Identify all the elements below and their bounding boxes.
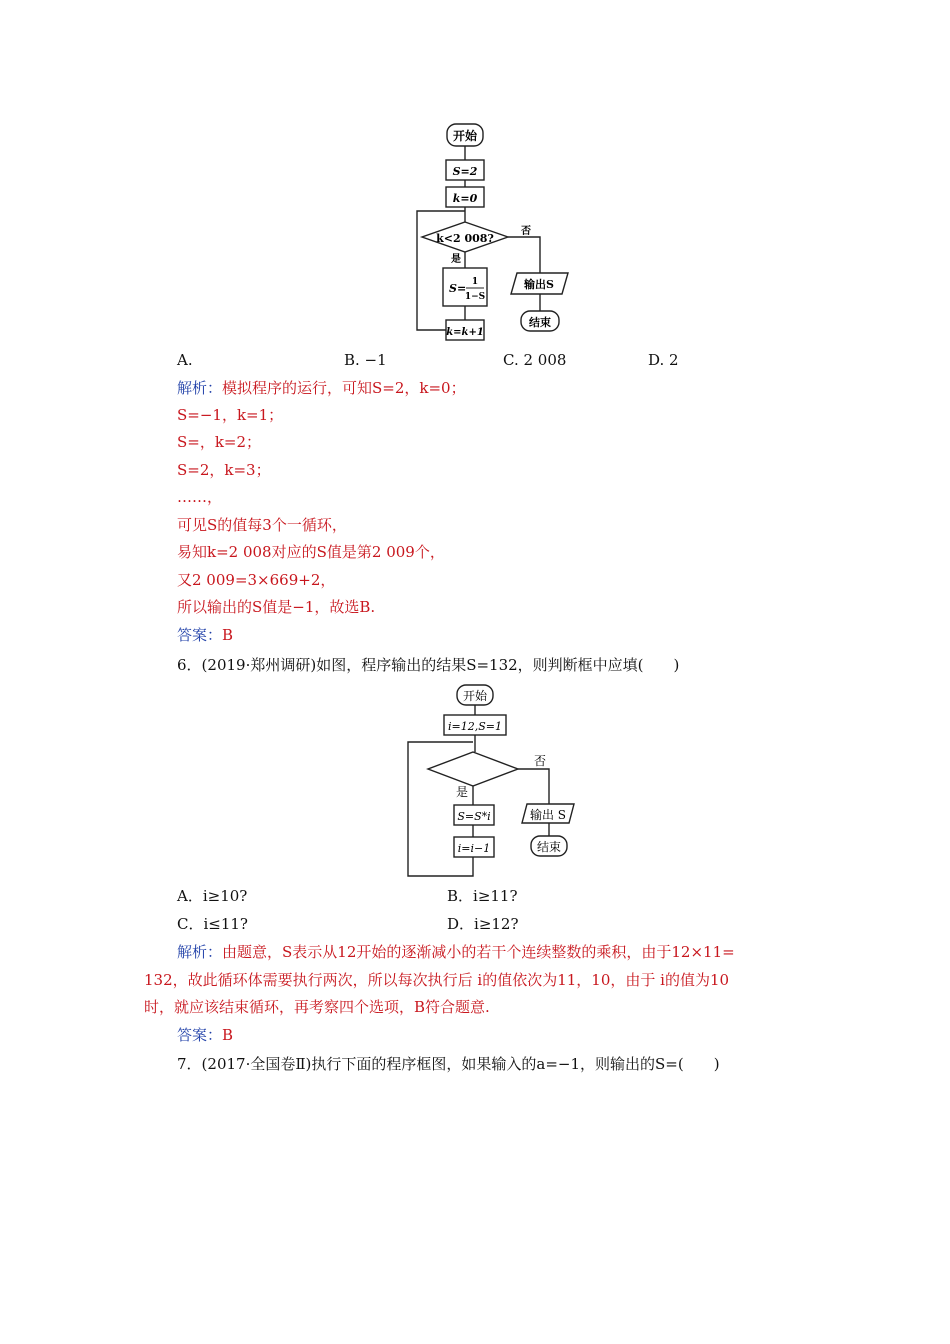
start-node <box>447 124 483 146</box>
svg-text:输出S: 输出S <box>524 278 554 291</box>
init-node <box>444 715 506 735</box>
analysis-line: 模拟程序的运行，可知S=2，k=0； <box>222 379 466 397</box>
svg-text:S=2: S=2 <box>452 165 478 178</box>
answer-label: 答案： <box>177 626 223 644</box>
option-c: C. 2 008 <box>503 351 567 369</box>
svg-text:输出 S: 输出 S <box>529 808 567 822</box>
output-node <box>522 804 574 823</box>
analysis-line: 由题意，S表示从12开始的逐渐减小的若干个连续整数的乘积，由于12×11= <box>222 943 735 961</box>
svg-text:开始: 开始 <box>462 689 488 703</box>
svg-text:i=12,S=1: i=12,S=1 <box>448 720 502 733</box>
svg-text:k<2 008?: k<2 008? <box>436 232 494 245</box>
svg-text:S=S*i: S=S*i <box>457 810 491 823</box>
analysis-line: ……， <box>177 488 223 506</box>
svg-text:1: 1 <box>471 277 479 287</box>
option-d: D. 2 <box>648 351 679 369</box>
question-6-stem: 6．(2019·郑州调研)如图，程序输出的结果S=132，则判断框中应填( ) <box>177 656 680 674</box>
analysis-line: 易知k=2 008对应的S值是第2 009个， <box>177 543 445 561</box>
analysis-line: S=2，k=3； <box>177 461 271 479</box>
assign-node <box>454 805 494 825</box>
increment-node <box>446 320 484 340</box>
svg-text:S=: S= <box>449 282 467 295</box>
analysis-line: 132，故此循环体需要执行两次，所以每次执行后 i的值依次为11，10，由于 i的值为10 <box>144 971 730 989</box>
flowchart-1 <box>0 0 950 350</box>
analysis-line: 时，就应该结束循环，再考察四个选项，B符合题意. <box>144 998 490 1016</box>
end-node <box>531 836 567 856</box>
flowchart-2 <box>0 670 950 890</box>
decrement-node <box>454 837 494 857</box>
option-c: C．i≤11? <box>177 915 248 933</box>
option-d: D．i≥12? <box>447 915 519 933</box>
svg-text:否: 否 <box>533 754 547 768</box>
svg-text:k=0: k=0 <box>452 192 478 205</box>
assign-node <box>443 268 487 306</box>
analysis-block <box>177 942 735 962</box>
question-7-stem: 7．(2017·全国卷Ⅱ)执行下面的程序框图，如果输入的a=−1，则输出的S=( ) <box>177 1055 720 1073</box>
condition-node <box>428 752 518 786</box>
analysis-line: S=，k=2； <box>177 433 262 451</box>
analysis-block <box>177 378 466 398</box>
svg-text:i=i−1: i=i−1 <box>457 842 491 855</box>
answer-value: B <box>222 626 234 644</box>
option-a: A．i≥10? <box>177 887 248 905</box>
init-k-node <box>446 187 484 207</box>
svg-text:结束: 结束 <box>529 316 551 329</box>
svg-text:是: 是 <box>455 785 469 799</box>
analysis-label: 解析： <box>177 943 223 961</box>
analysis-line: 所以输出的S值是−1，故选B. <box>177 598 376 616</box>
svg-text:k=k+1: k=k+1 <box>446 327 484 338</box>
analysis-line: S=−1，k=1； <box>177 406 284 424</box>
end-node <box>521 311 559 331</box>
condition-node <box>422 222 508 252</box>
option-b: B. −1 <box>344 351 387 369</box>
answer-label: 答案： <box>177 1026 223 1044</box>
answer-row <box>177 625 233 645</box>
svg-text:否: 否 <box>521 226 531 237</box>
svg-text:1−S: 1−S <box>464 292 486 302</box>
analysis-line: 又2 009=3×669+2， <box>177 571 336 589</box>
answer-value: B <box>222 1026 234 1044</box>
answer-row <box>177 1025 233 1045</box>
analysis-label: 解析： <box>177 379 223 397</box>
analysis-line: 可见S的值每3个一循环， <box>177 516 347 534</box>
option-b: B．i≥11? <box>447 887 518 905</box>
svg-text:开始: 开始 <box>452 129 478 143</box>
start-node <box>457 685 493 705</box>
option-a: A. <box>177 351 193 369</box>
output-node <box>511 273 568 294</box>
svg-text:结束: 结束 <box>536 840 562 854</box>
svg-text:是: 是 <box>451 254 461 265</box>
init-s-node <box>446 160 484 180</box>
